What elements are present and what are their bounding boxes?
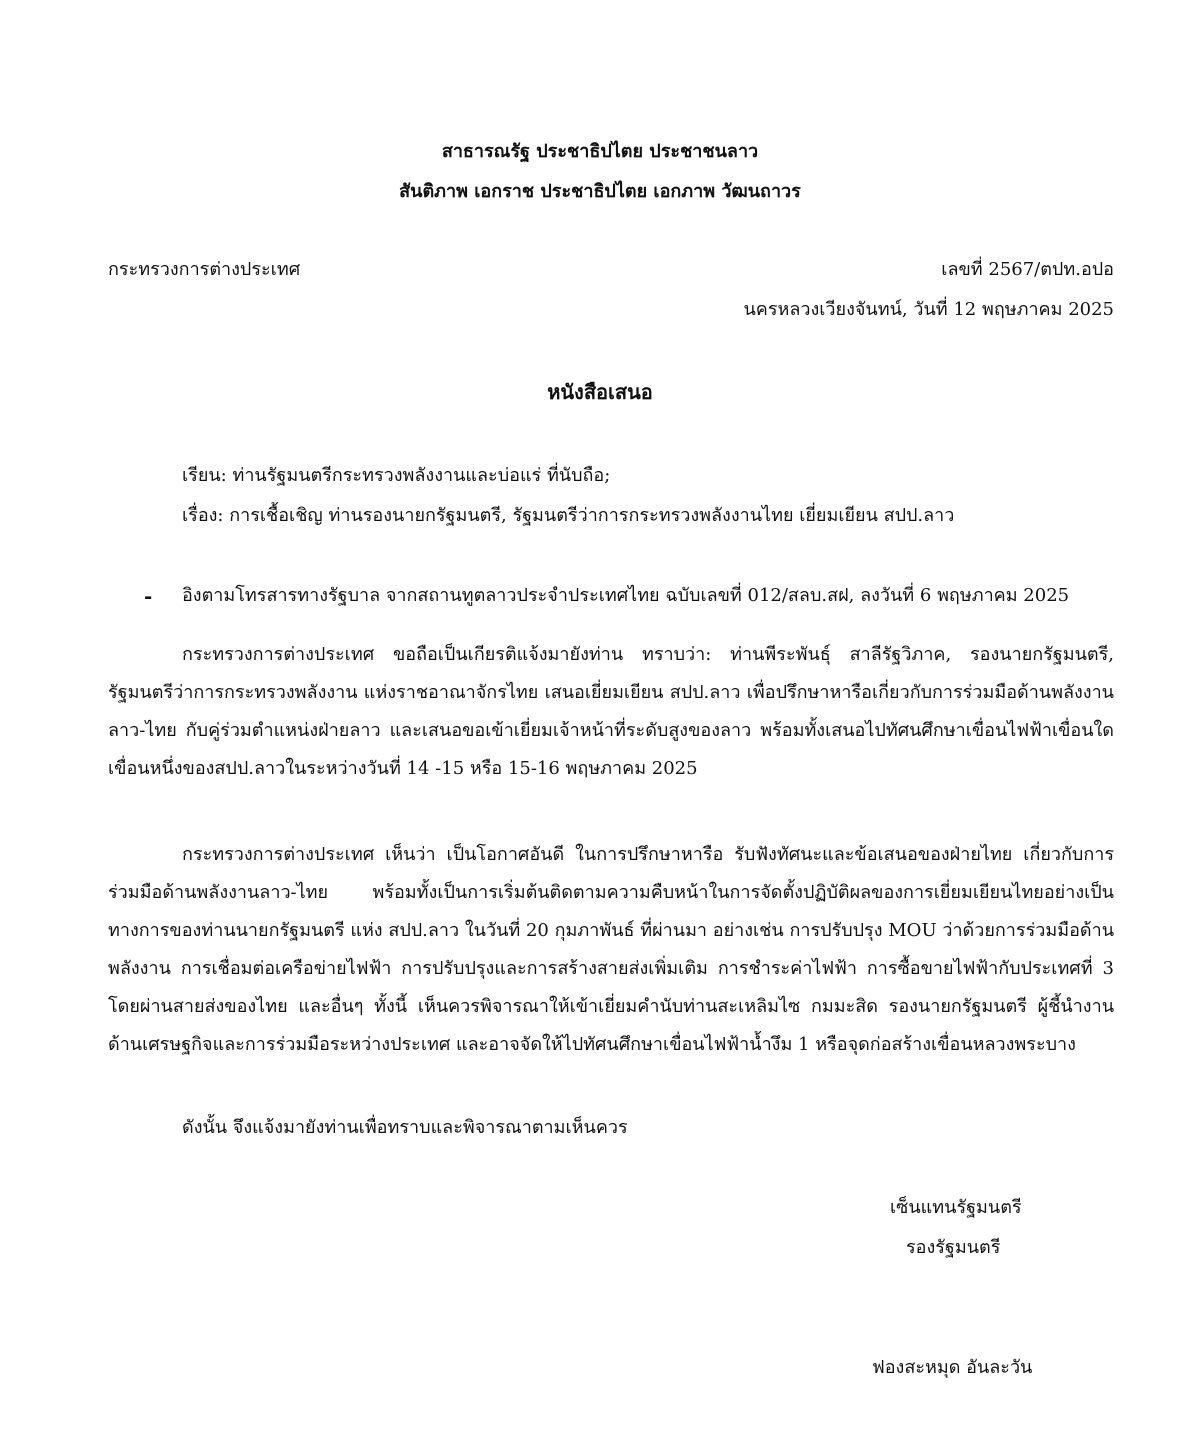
reference-number: เลขที่ 2567/ตปท.อปอ (941, 259, 1114, 280)
reference-dash: - (144, 584, 153, 608)
header-motto: สันติภาพ เอกราช ประชาธิปไตย เอกภาพ วัฒนถาวร (399, 181, 801, 202)
place-date: นครหลวงเวียงจันทน์, วันที่ 12 พฤษภาคม 2025 (743, 299, 1114, 320)
signature-position: รองรัฐมนตรี (906, 1237, 1001, 1258)
signature-on-behalf: เซ็นแทนรัฐมนตรี (890, 1197, 1022, 1218)
body-paragraph-2: กระทรวงการต่างประเทศ เห็นว่า เป็นโอกาศอันดี ในการปรึกษาหารือ รับฟังทัศนะและข้อเสนอของฝ่ายไทย เกี่ยวกับการร่วมมือด้านพลังงานลาว-ไทย พร้อมทั้งเป็นการเริ่มต้นติดตามความคืบหน้าในการจัดตั้งปฏิบัติผลของการเยี่ยมเยียนไทยอย่างเป็นทางการของท่านนายกรัฐมนตรี แห่ง สปป.ลาว ในวันที่ 20 กุมภาพันธ์ ที่ผ่านมา อย่างเช่น การปรับปรุง MOU ว่าด้วยการร่วมมือด้านพลังงาน การเชื่อมต่อเครือข่ายไฟฟ้า การปรับปรุงและการสร้างสายส่งเพิ่มเติม การชำระค่าไฟฟ้า การซื้อขายไฟฟ้ากับประเทศที่ 3 โดยผ่านสายส่งของไทย และอื่นๆ ทั้งนี้ เห็นควรพิจารณาให้เข้าเยี่ยมคำนับท่านสะเหลิมไซ กมมะสิด รองนายกรัฐมนตรี ผู้ชี้นำงานด้านเศรษฐกิจและการร่วมมือระหว่างประเทศ และอาจจัดให้ไปทัศนศึกษาเขื่อนไฟฟ้าน้ำงึม 1 หรือจุดก่อสร้างเขื่อนหลวงพระบาง (108, 844, 1114, 1055)
closing-sentence: ดังนั้น จึงแจ้งมายังท่านเพื่อทราบและพิจารณาตามเห็นควร (182, 1117, 628, 1138)
body-paragraph-1: กระทรวงการต่างประเทศ ขอถือเป็นเกียรติแจ้งมายังท่าน ทราบว่า: ท่านพีระพันธุ์ สาลีรัฐวิภาค, รองนายกรัฐมนตรี, รัฐมนตรีว่าการกระทรวงพลังงาน แห่งราชอาณาจักรไทย เสนอเยี่ยมเยียน สปป.ลาว เพื่อปรึกษาหารือเกี่ยวกับการร่วมมือด้านพลังงาน ลาว-ไทย กับคู่ร่วมตำแหน่งฝ่ายลาว และเสนอขอเข้าเยี่ยมเจ้าหน้าที่ระดับสูงของลาว พร้อมทั้งเสนอไปทัศนศึกษาเขื่อนไฟฟ้าเขื่อนใดเขื่อนหนึ่งของสปป.ลาวในระหว่างวันที่ 14 -15 หรือ 15-16 พฤษภาคม 2025 (108, 644, 1114, 779)
reference-text: อิงตามโทรสารทางรัฐบาล จากสถานทูตลาวประจำประเทศไทย ฉบับเลขที่ 012/สลบ.สฝ, ลงวันที่ 6 พฤษภาคม 2025 (182, 585, 1070, 606)
addressee: เรียน: ท่านรัฐมนตรีกระทรวงพลังงานและบ่อแร่ ที่นับถือ; (182, 465, 611, 486)
sender-ministry: กระทรวงการต่างประเทศ (108, 259, 301, 280)
header-country: สาธารณรัฐ ประชาธิปไตย ประชาชนลาว (441, 141, 759, 162)
signature-name: ฟองสะหมุด อันละวัน (872, 1357, 1033, 1378)
document-title: หนังสือเสนอ (547, 380, 653, 404)
subject: เรื่อง: การเชื้อเชิญ ท่านรองนายกรัฐมนตรี, รัฐมนตรีว่าการกระทรวงพลังงานไทย เยี่ยมเยียน สปป.ลาว (182, 505, 955, 526)
